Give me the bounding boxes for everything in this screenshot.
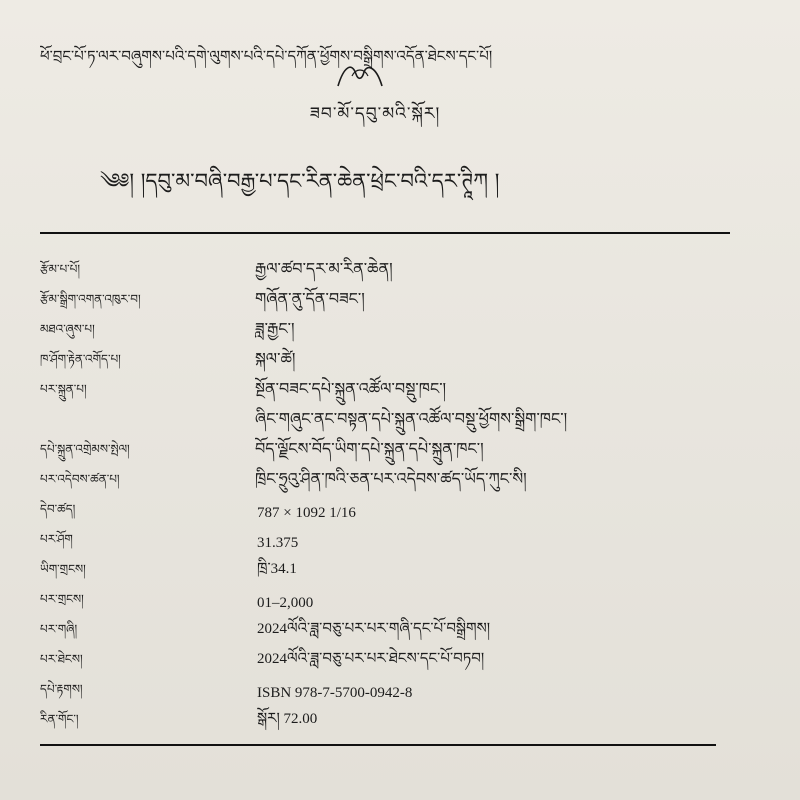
- colophon-row: [40, 648, 730, 678]
- colophon-label: མཐའ་ཞུས་པ།: [40, 322, 95, 336]
- collection-heading: ཟབ་མོ་དབུ་མའི་སྐོར།: [309, 104, 441, 124]
- colophon-value: 2024ལོའི་ཟླ་བཅུ་པར་པར་གཞི་དང་པོ་བསྒྲིགས།: [257, 621, 491, 637]
- series-title: ཕོ་བྲང་པོ་ཏ་ལར་བཞུགས་པའི་དགེ་ལུགས་པའི་དཔེ་དཀོན་ཕྱོགས་བསྒྲིགས་འདོན་ཐེངས་དང་པོ།: [40, 47, 493, 65]
- colophon-row: [40, 468, 730, 498]
- colophon-value: ISBN 978-7-5700-0942-8: [257, 684, 413, 701]
- colophon-value: གཞོན་ནུ་དོན་བཟང་།: [255, 288, 365, 308]
- colophon-value: ཁྲི་34.1: [257, 561, 297, 577]
- colophon-label: པར་ཐེངས།: [40, 652, 83, 666]
- colophon-value: 01–2,000: [257, 594, 314, 611]
- colophon-label: དཔེ་སྐྲུན་འགྲེམས་སྤེལ།: [40, 442, 130, 456]
- colophon-value: སྔོན་བཟང་དཔེ་སྐྲུན་འཚོལ་བསྡུ་ཁང་།: [255, 378, 447, 398]
- colophon-value: རྒྱལ་ཚབ་དར་མ་རིན་ཆེན།: [255, 258, 393, 278]
- ornament-icon: [330, 58, 390, 92]
- colophon-label: པར་སྐྲུན་པ།: [40, 382, 87, 396]
- colophon-label: རྩོམ་པ་པོ།: [40, 262, 81, 276]
- colophon-value: བོད་ལྗོངས་བོད་ཡིག་དཔེ་སྐྲུན་དཔེ་སྐྲུན་ཁང་།: [255, 438, 484, 458]
- colophon-row: [40, 528, 730, 558]
- book-title: ༄༅། །དབུ་མ་བཞི་བརྒྱ་པ་དང་རིན་ཆེན་ཕྲེང་བའི་དར་ཊཱིཀ །: [100, 169, 500, 193]
- colophon-value: སྐལ་ཚེ།: [255, 348, 296, 368]
- colophon-label: ཡིག་གྲངས།: [40, 562, 86, 576]
- colophon-value: 2024ལོའི་ཟླ་བཅུ་པར་པར་ཐེངས་དང་པོ་བཏབ།: [257, 651, 485, 667]
- colophon-label: རིན་གོང་།: [40, 712, 79, 726]
- colophon-value: ཁྲིང་ཧྲུའུ་ཤིན་ཁའི་ཅན་པར་འདེབས་ཚད་ཡོད་ཀུང་སི།: [255, 468, 527, 488]
- colophon-row: [40, 318, 730, 348]
- colophon-label: དཔེ་རྟགས།: [40, 682, 83, 696]
- colophon-table: [40, 258, 730, 738]
- colophon-row: [40, 558, 730, 588]
- colophon-label: པར་འདེབས་ཚན་པ།: [40, 472, 120, 486]
- colophon-label: པར་གཞི།: [40, 622, 78, 636]
- top-rule: [40, 232, 730, 234]
- colophon-label: རྩོམ་སྒྲིག་འགན་འཁུར་བ།: [40, 292, 141, 306]
- colophon-label: པར་གྲངས།: [40, 592, 84, 606]
- colophon-row: [40, 708, 730, 738]
- colophon-value: སྒོར། 72.00: [257, 711, 318, 727]
- colophon-label: དེབ་ཚད།: [40, 502, 76, 516]
- colophon-value: 31.375: [257, 534, 299, 551]
- colophon-label: ཁ་ཤོག་རྟེན་འགོད་པ།: [40, 352, 121, 366]
- colophon-row: [40, 258, 730, 288]
- bottom-rule: [40, 744, 716, 746]
- colophon-value: 787 × 1092 1/16: [257, 504, 356, 521]
- colophon-value: ཟླ་རྒྱང་།: [255, 318, 295, 338]
- colophon-value: ཞིང་གཞུང་ནང་བསྟན་དཔེ་སྐྲུན་འཚོལ་བསྡུ་ཕྱོགས་སྒྲིག་ཁང་།: [255, 408, 568, 428]
- colophon-label: པར་ཤོག: [40, 532, 73, 546]
